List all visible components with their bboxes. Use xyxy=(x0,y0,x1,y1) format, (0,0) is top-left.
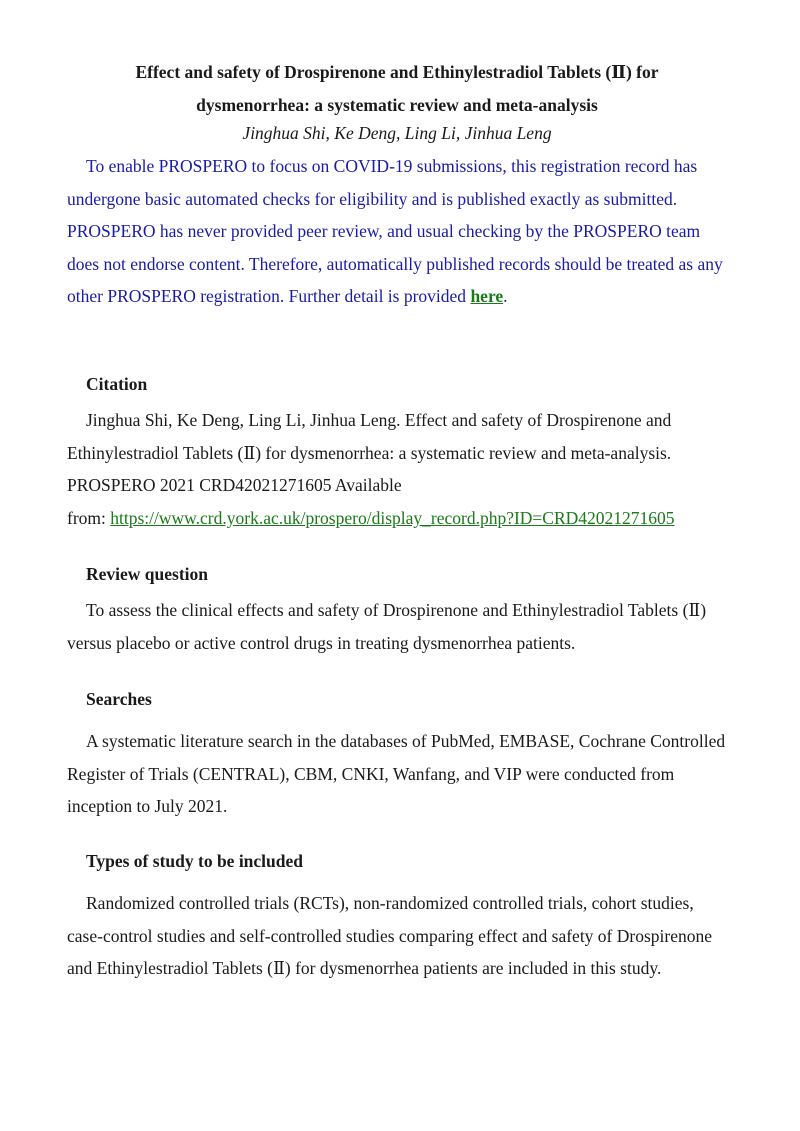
citation-url-link[interactable]: https://www.crd.york.ac.uk/prospero/display_record.php?ID=CRD42021271605 xyxy=(110,507,675,528)
notice-end: . xyxy=(503,286,508,307)
types-of-study-section xyxy=(67,849,727,985)
review-question-section xyxy=(67,562,727,659)
title-line-2: dysmenorrhea: a systematic review and meta-analysis xyxy=(196,95,598,115)
prospero-notice xyxy=(67,150,727,313)
searches-heading: Searches xyxy=(86,689,152,709)
document-title xyxy=(67,56,727,122)
title-line-1: Effect and safety of Drospirenone and Ethinylestradiol Tablets (Ⅱ) for xyxy=(135,62,659,82)
citation-text xyxy=(67,404,727,534)
citation-heading: Citation xyxy=(86,374,148,394)
searches-section xyxy=(67,687,727,823)
citation-body: Jinghua Shi, Ke Deng, Ling Li, Jinhua Leng. Effect and safety of Drospirenone and Ethinylestradiol Tablets (Ⅱ) for dysmenorrhea: a systematic review and meta-analysis. PROSPERO 2021 CRD42021271605 Available xyxy=(67,410,672,496)
citation-from-label: from: xyxy=(67,507,111,528)
authors: Jinghua Shi, Ke Deng, Ling Li, Jinhua Leng xyxy=(242,123,552,143)
searches-text: A systematic literature search in the databases of PubMed, EMBASE, Cochrane Controlled Register of Trials (CENTRAL), CBM, CNKI, Wanfang, and VIP were conducted from inception to July 2021. xyxy=(67,731,726,817)
here-link[interactable]: here xyxy=(470,286,504,307)
types-of-study-heading: Types of study to be included xyxy=(86,851,304,871)
citation-section xyxy=(67,372,727,534)
review-question-text: To assess the clinical effects and safety of Drospirenone and Ethinylestradiol Tablets (Ⅱ) versus placebo or active control drugs in treating dysmenorrhea patients. xyxy=(67,600,707,653)
notice-text: To enable PROSPERO to focus on COVID-19 submissions, this registration record has undergone basic automated checks for eligibility and is published exactly as submitted. PROSPERO has never provided peer review, and usual checking by the PROSPERO team does not endorse content. Therefore, automatically published records should be treated as any other PROSPERO registration. Further detail is provided xyxy=(67,156,723,307)
review-question-heading: Review question xyxy=(86,564,209,584)
citation-from-line xyxy=(67,508,675,528)
types-of-study-text: Randomized controlled trials (RCTs), non-randomized controlled trials, cohort studies, case-control studies and self-controlled studies comparing effect and safety of Drospirenone and Ethinylestradiol Tablets (Ⅱ) for dysmenorrhea patients are included in this study. xyxy=(67,893,713,979)
